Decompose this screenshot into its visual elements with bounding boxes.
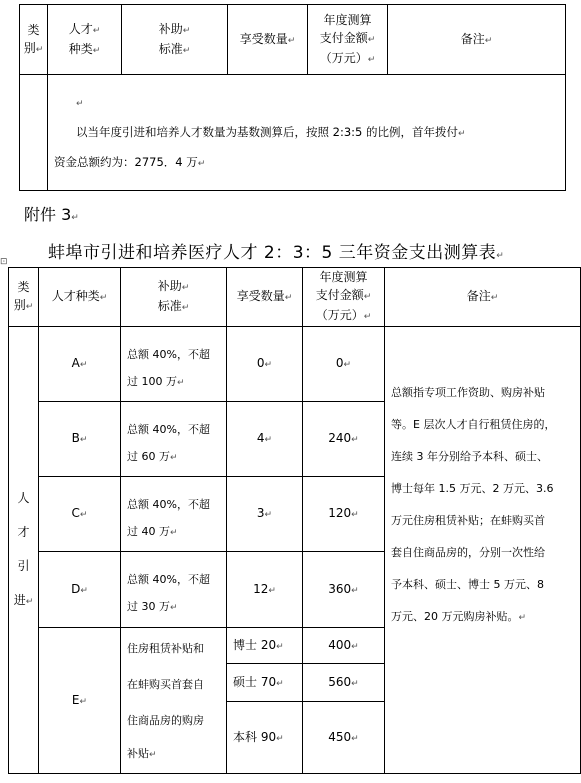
category-cell: B ↵ [39,402,121,477]
section-mark-icon: ⊡ [0,257,8,267]
amount-cell: 120 ↵ [303,477,385,552]
header-count: 享受数量 ↵ [228,5,308,75]
header-note: 备注 ↵ [388,5,566,75]
summary-line-1: 以当年度引进和培养人才数量为基数测算后，按照 2:3:5 的比例，首年拨付 ↵ [54,118,559,148]
summary-row [20,75,566,191]
header-type: 类 别 ↵ [9,268,39,327]
header-category: 人才种类 ↵ [39,268,121,327]
amount-cell: 400 ↵ [303,628,385,664]
count-cell: 4 ↵ [227,402,303,477]
amount-cell: 360 ↵ [303,552,385,628]
summary-empty-cell [20,75,48,191]
count-cell: 硕士 70 ↵ [227,664,303,702]
standard-cell: 总额 40%，不超 过 60 万 ↵ [121,402,227,477]
group-label-talent-introduction: 人 才 引 进 ↵ [9,327,39,774]
category-cell: C ↵ [39,477,121,552]
amount-cell: 450 ↵ [303,702,385,774]
count-cell: 本科 90 ↵ [227,702,303,774]
table-header-row [9,268,581,327]
note-cell: 总额指专项工作资助、购房补贴 等。E 层次人才自行租赁住房的， 连续 3 年分别给予本科、硕士、 博士每年 1.5 万元、2 万元、3.6 万元住房租赁补贴；在蚌购买首 套自住商品房的，分别一次性给 予本科、硕士、博士 5 万元、8 万元、20 万元购房补贴。 ↵ [385,327,581,774]
header-amount: 年度测算 支付金额 ↵ （万元） ↵ [303,268,385,327]
amount-cell: 560 ↵ [303,664,385,702]
funding-table-top [19,4,566,191]
page-title: 蚌埠市引进和培养医疗人才 2：3：5 三年资金支出测算表 ↵ [48,238,504,263]
summary-line-2: 资金总额约为：2775．4 万 ↵ [54,148,559,178]
category-cell: E ↵ [39,628,121,774]
standard-cell: 住房租赁补贴和 在蚌购买首套自 住商品房的购房 补贴 ↵ [121,628,227,774]
header-standard: 补助 ↵ 标准 ↵ [121,268,227,327]
amount-cell: 0 ↵ [303,327,385,402]
count-cell: 3 ↵ [227,477,303,552]
amount-cell: 240 ↵ [303,402,385,477]
header-type: 类 别 ↵ [20,5,48,75]
table-row [9,327,581,402]
category-cell: D ↵ [39,552,121,628]
header-amount: 年度测算 支付金额 ↵ （万元） ↵ [308,5,388,75]
table-header-row [20,5,566,75]
count-cell: 博士 20 ↵ [227,628,303,664]
funding-table-main [8,267,581,774]
header-count: 享受数量 ↵ [227,268,303,327]
header-category: 人才 ↵ 种类 ↵ [48,5,122,75]
count-cell: 12 ↵ [227,552,303,628]
attachment-label: 附件 3 ↵ [24,202,79,225]
header-note: 备注 ↵ [385,268,581,327]
standard-cell: 总额 40%，不超 过 100 万 ↵ [121,327,227,402]
count-cell: 0 ↵ [227,327,303,402]
header-standard: 补助 ↵ 标准 ↵ [122,5,228,75]
category-cell: A ↵ [39,327,121,402]
standard-cell: 总额 40%，不超 过 30 万 ↵ [121,552,227,628]
summary-cell [48,75,566,191]
standard-cell: 总额 40%，不超 过 40 万 ↵ [121,477,227,552]
